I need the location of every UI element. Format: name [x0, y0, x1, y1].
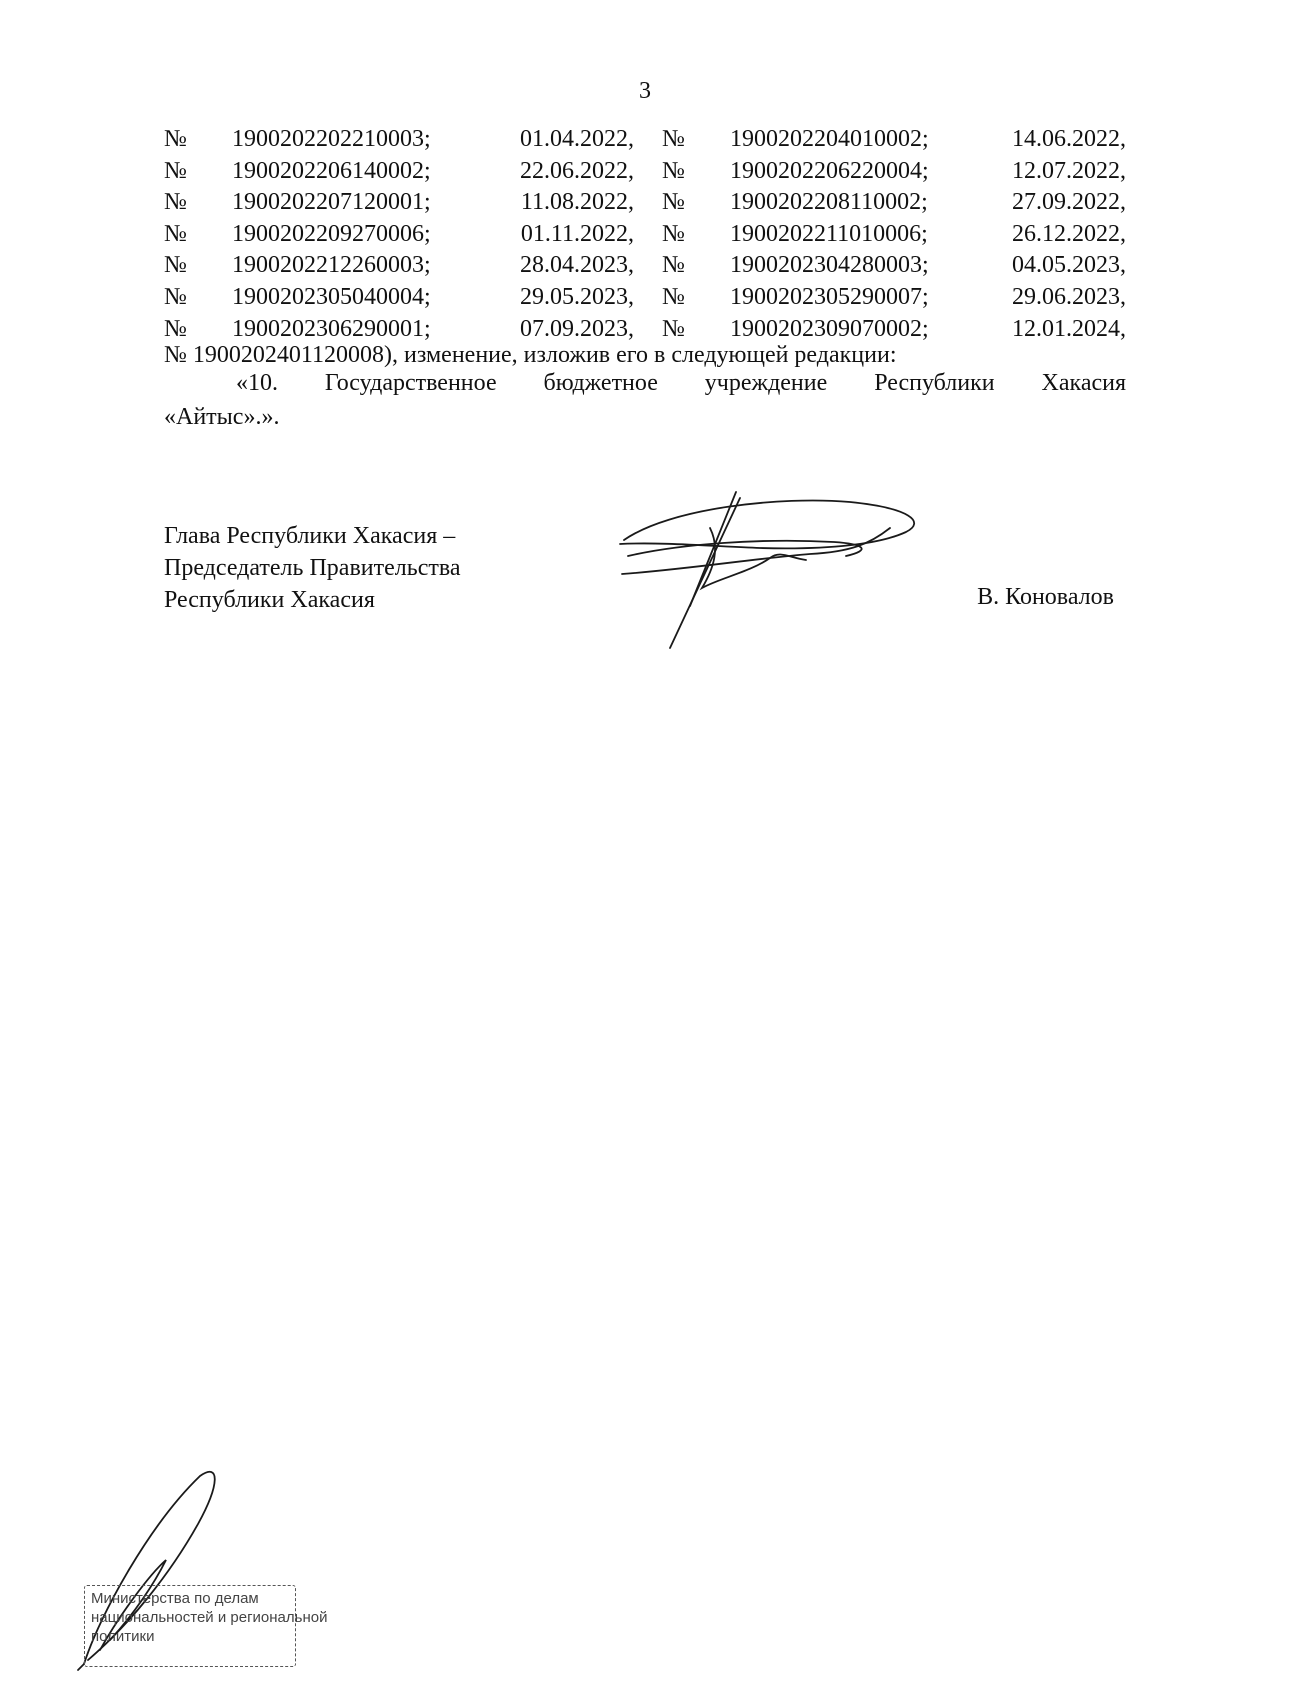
amendment-word: «10.	[236, 370, 278, 396]
registry-number: 1900202209270006;	[232, 220, 431, 247]
approval-stamp	[84, 1585, 328, 1667]
number-sign: №	[164, 157, 187, 184]
registry-date: 28.04.2023,	[520, 252, 634, 279]
number-sign: №	[662, 157, 685, 184]
page-number: 3	[639, 78, 651, 104]
registry-date: 14.06.2022,	[1012, 126, 1126, 152]
amendment-continuation: «Айтыс».».	[164, 404, 280, 430]
number-sign: №	[662, 189, 685, 216]
handwritten-signature	[610, 488, 940, 653]
amendment-word: Хакасия	[1041, 370, 1126, 396]
signer-title-line: Председатель Правительства	[164, 555, 461, 581]
registry-date: 26.12.2022,	[1012, 220, 1126, 247]
amendment-word: учреждение	[704, 370, 828, 396]
registry-date: 22.06.2022,	[520, 157, 634, 184]
number-sign: №	[164, 283, 187, 310]
registry-tail: № 1900202401120008), изменение, изложив его в следующей редакции:	[164, 342, 897, 368]
amendment-word: Республики	[874, 370, 995, 396]
registry-row	[164, 250, 1126, 282]
registry-row	[164, 282, 1126, 314]
signer-title-line: Глава Республики Хакасия –	[164, 523, 456, 549]
registry-row	[164, 156, 1126, 188]
registry-date: 29.05.2023,	[520, 283, 634, 310]
registry-number: 1900202212260003;	[232, 252, 431, 279]
registry-date: 07.09.2023,	[520, 315, 634, 342]
number-sign: №	[662, 315, 685, 342]
registry-number: 1900202304280003;	[730, 252, 929, 279]
registry-number: 1900202206140002;	[232, 157, 431, 184]
registry-date: 27.09.2022,	[1012, 189, 1126, 216]
amendment-text	[236, 370, 1126, 397]
number-sign: №	[164, 126, 187, 152]
registry-date: 01.11.2022,	[520, 220, 634, 247]
registry-number: 1900202211010006;	[730, 220, 928, 247]
number-sign: №	[662, 283, 685, 310]
registry-row	[164, 187, 1126, 219]
number-sign: №	[164, 220, 187, 247]
signer-title-line: Республики Хакасия	[164, 587, 375, 613]
number-sign: №	[164, 252, 187, 279]
registry-date: 11.08.2022,	[520, 189, 634, 216]
registry-number: 1900202306290001;	[232, 315, 431, 342]
registry-row	[164, 219, 1126, 251]
amendment-word: Государственное	[324, 370, 497, 396]
number-sign: №	[164, 315, 187, 342]
registry-number: 1900202305290007;	[730, 283, 929, 310]
number-sign: №	[164, 189, 187, 216]
number-sign: №	[662, 220, 685, 247]
registry-number: 1900202206220004;	[730, 157, 929, 184]
registry-date: 12.01.2024,	[1012, 315, 1126, 342]
registry-number: 1900202208110002;	[730, 189, 928, 216]
registry-date: 12.07.2022,	[1012, 157, 1126, 184]
registry-row	[164, 314, 1126, 346]
registry-number: 1900202207120001;	[232, 189, 431, 216]
registry-number: 1900202202210003;	[232, 126, 431, 152]
registry-date: 01.04.2022,	[520, 126, 634, 152]
signer-name: В. Коновалов	[977, 584, 1114, 610]
registry-row	[164, 124, 1126, 156]
stamp-line: национальностей и региональной	[91, 1609, 328, 1626]
registry-table	[164, 124, 1126, 345]
registry-number: 1900202204010002;	[730, 126, 929, 152]
stamp-line: Министерства по делам	[91, 1590, 259, 1607]
registry-date: 04.05.2023,	[1012, 252, 1126, 279]
number-sign: №	[662, 252, 685, 279]
stamp-line: политики	[91, 1628, 155, 1645]
amendment-word: бюджетное	[543, 370, 658, 396]
signer-title	[164, 520, 461, 616]
registry-number: 1900202309070002;	[730, 315, 929, 342]
number-sign: №	[662, 126, 685, 152]
registry-date: 29.06.2023,	[1012, 283, 1126, 310]
registry-number: 1900202305040004;	[232, 283, 431, 310]
